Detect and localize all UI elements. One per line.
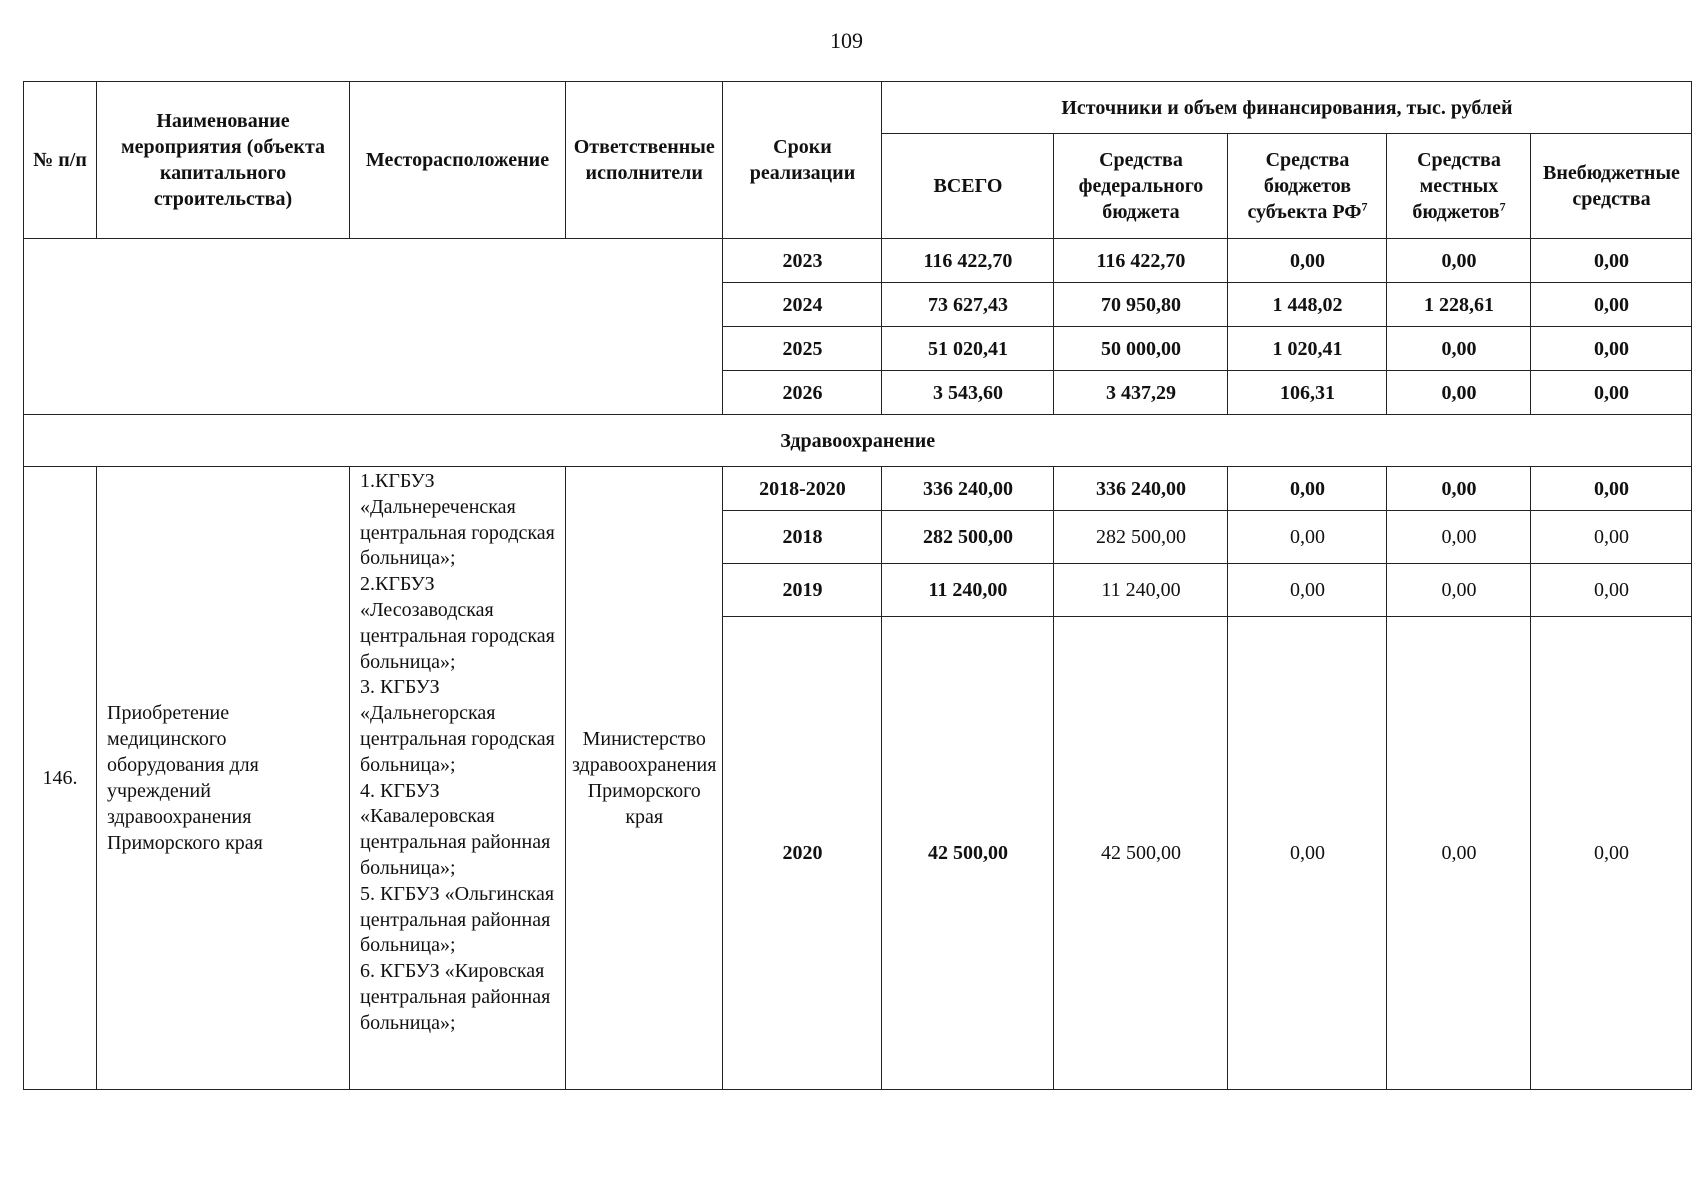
header-local-text: Средства местных бюджетов xyxy=(1412,149,1501,223)
federal-cell: 11 240,00 xyxy=(1054,564,1228,617)
header-name: Наименование мероприятия (объекта капитального строительства) xyxy=(97,82,350,239)
header-responsible: Ответственные исполнители xyxy=(566,82,723,239)
section-row xyxy=(24,415,1692,467)
regional-cell: 1 020,41 xyxy=(1228,327,1387,371)
local-cell: 0,00 xyxy=(1387,239,1531,283)
table-row xyxy=(24,467,1692,511)
federal-cell: 70 950,80 xyxy=(1054,283,1228,327)
item-number: 146. xyxy=(24,467,97,1090)
total-cell: 73 627,43 xyxy=(882,283,1054,327)
regional-cell: 0,00 xyxy=(1228,617,1387,1090)
federal-cell: 42 500,00 xyxy=(1054,617,1228,1090)
header-num: № п/п xyxy=(24,82,97,239)
extra-cell: 0,00 xyxy=(1531,617,1692,1090)
regional-cell: 0,00 xyxy=(1228,564,1387,617)
total-cell: 11 240,00 xyxy=(882,564,1054,617)
year-cell: 2024 xyxy=(723,283,882,327)
year-cell: 2020 xyxy=(723,617,882,1090)
header-regional xyxy=(1228,134,1387,239)
local-cell: 0,00 xyxy=(1387,467,1531,511)
header-total: ВСЕГО xyxy=(882,134,1054,239)
federal-cell: 116 422,70 xyxy=(1054,239,1228,283)
header-local xyxy=(1387,134,1531,239)
federal-cell: 336 240,00 xyxy=(1054,467,1228,511)
table-row xyxy=(24,239,1692,283)
total-cell: 336 240,00 xyxy=(882,467,1054,511)
header-location: Месторасположение xyxy=(350,82,566,239)
local-cell: 1 228,61 xyxy=(1387,283,1531,327)
section-title: Здравоохранение xyxy=(24,415,1692,467)
location-item: 5. КГБУЗ «Ольгинская центральная районная больница»; xyxy=(360,882,555,957)
extra-cell: 0,00 xyxy=(1531,511,1692,564)
total-cell: 282 500,00 xyxy=(882,511,1054,564)
regional-cell: 1 448,02 xyxy=(1228,283,1387,327)
extra-cell: 0,00 xyxy=(1531,564,1692,617)
year-cell: 2026 xyxy=(723,371,882,415)
header-federal: Средства федерального бюджета xyxy=(1054,134,1228,239)
federal-cell: 282 500,00 xyxy=(1054,511,1228,564)
regional-cell: 0,00 xyxy=(1228,239,1387,283)
year-cell: 2019 xyxy=(723,564,882,617)
year-cell: 2018-2020 xyxy=(723,467,882,511)
header-regional-text: Средства бюджетов субъекта РФ xyxy=(1247,149,1362,223)
extra-cell: 0,00 xyxy=(1531,327,1692,371)
header-period: Сроки реализации xyxy=(723,82,882,239)
local-cell: 0,00 xyxy=(1387,617,1531,1090)
total-cell: 116 422,70 xyxy=(882,239,1054,283)
extra-cell: 0,00 xyxy=(1531,239,1692,283)
header-funding-group: Источники и объем финансирования, тыс. рублей xyxy=(882,82,1692,134)
local-cell: 0,00 xyxy=(1387,371,1531,415)
federal-cell: 3 437,29 xyxy=(1054,371,1228,415)
item-responsible: Министерство здравоохранения Приморского края xyxy=(566,467,723,1090)
extra-cell: 0,00 xyxy=(1531,371,1692,415)
location-item: 3. КГБУЗ «Дальнегорская центральная городская больница»; xyxy=(360,676,555,776)
regional-cell: 0,00 xyxy=(1228,511,1387,564)
financing-table xyxy=(23,81,1692,1090)
year-cell: 2025 xyxy=(723,327,882,371)
local-cell: 0,00 xyxy=(1387,511,1531,564)
total-cell: 51 020,41 xyxy=(882,327,1054,371)
item-name: Приобретение медицинского оборудования для учреждений здравоохранения Приморского края xyxy=(97,467,350,1090)
local-cell: 0,00 xyxy=(1387,327,1531,371)
regional-cell: 106,31 xyxy=(1228,371,1387,415)
year-cell: 2018 xyxy=(723,511,882,564)
header-regional-footnote: 7 xyxy=(1361,199,1368,214)
location-item: 4. КГБУЗ «Кавалеровская центральная районная больница»; xyxy=(360,779,551,879)
header-local-footnote: 7 xyxy=(1499,199,1506,214)
location-item: 1.КГБУЗ «Дальнереченская центральная городская больница»; xyxy=(360,470,555,570)
extra-cell: 0,00 xyxy=(1531,283,1692,327)
header-extra: Внебюджетные средства xyxy=(1531,134,1692,239)
location-item: 2.КГБУЗ «Лесозаводская центральная городская больница»; xyxy=(360,573,555,673)
total-cell: 42 500,00 xyxy=(882,617,1054,1090)
regional-cell: 0,00 xyxy=(1228,467,1387,511)
item-locations xyxy=(350,467,566,1090)
page-number: 109 xyxy=(830,28,863,53)
year-cell: 2023 xyxy=(723,239,882,283)
local-cell: 0,00 xyxy=(1387,564,1531,617)
previous-item-blank-cell xyxy=(24,239,723,415)
location-item: 6. КГБУЗ «Кировская центральная районная больница»; xyxy=(360,960,551,1034)
total-cell: 3 543,60 xyxy=(882,371,1054,415)
federal-cell: 50 000,00 xyxy=(1054,327,1228,371)
extra-cell: 0,00 xyxy=(1531,467,1692,511)
